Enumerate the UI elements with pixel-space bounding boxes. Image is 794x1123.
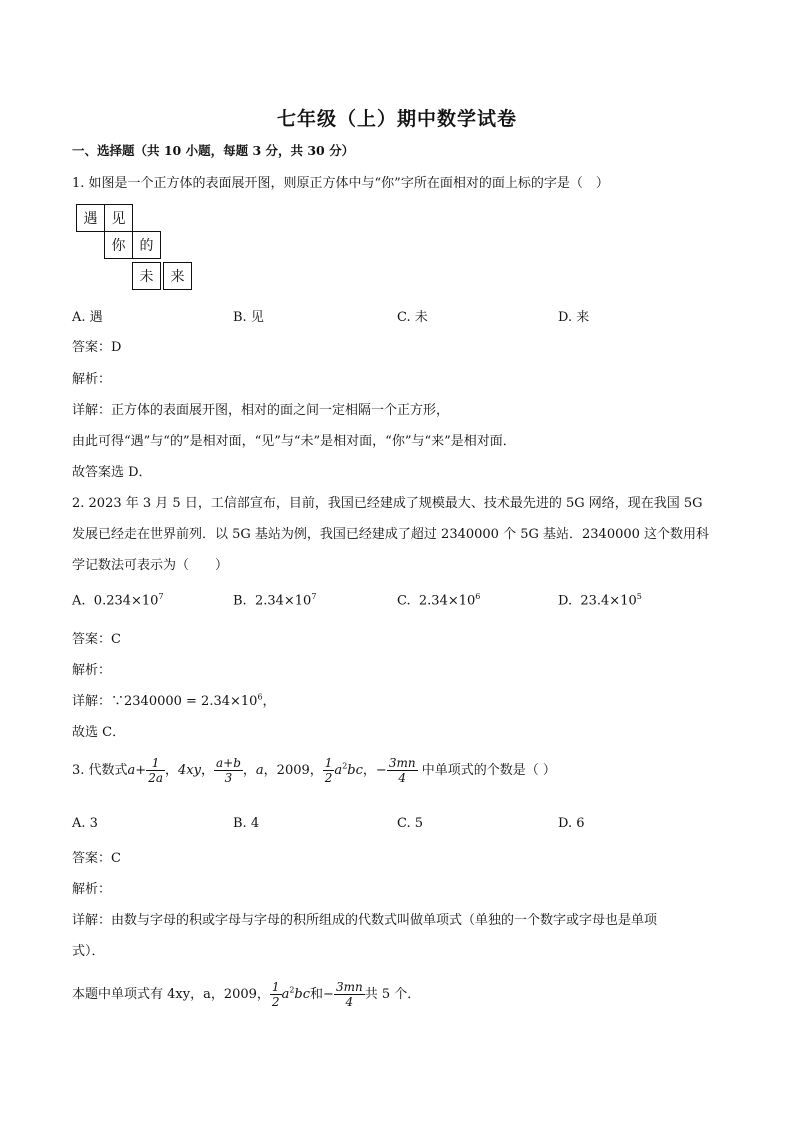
q1-analysis-label: 解析： bbox=[72, 372, 112, 387]
fraction-denominator: 4 bbox=[345, 995, 354, 1009]
option-label: B. bbox=[233, 593, 247, 609]
option-exponent: 7 bbox=[158, 592, 164, 601]
fraction-denominator: 4 bbox=[398, 771, 406, 785]
q1-stem: 1. 如图是一个正方体的表面展开图，则原正方体中与“你”字所在面相对的面上标的字是（ ） bbox=[72, 176, 609, 191]
net-cell: 见 bbox=[104, 204, 133, 232]
q2-option-c bbox=[397, 592, 480, 608]
separator: ， bbox=[242, 763, 256, 778]
q3-detail-line2: 式）． bbox=[72, 944, 105, 959]
page-title: 七年级（上）期中数学试卷 bbox=[276, 108, 517, 130]
net-cell: 来 bbox=[163, 262, 192, 290]
fraction-numerator: 1 bbox=[271, 980, 280, 994]
separator: ， bbox=[165, 763, 179, 778]
q3-option-a: A. 3 bbox=[72, 816, 98, 831]
fraction-1-over-2a bbox=[146, 756, 165, 785]
q2-stem-line1: 2. 2023 年 3 月 5 日，工信部宣布，目前，我国已经建成了规模最大、技术最先进的 5G 网络，现在我国 5G bbox=[72, 496, 703, 511]
q1-answer: 答案：D bbox=[72, 340, 122, 355]
fraction-denominator: 2 bbox=[324, 771, 333, 785]
q2-option-d bbox=[558, 592, 642, 608]
q3-analysis-label: 解析： bbox=[72, 882, 112, 897]
q3-detail-line1: 详解：由数与字母的积或字母与字母的积所组成的代数式叫做单项式（单独的一个数字或字母也是单项 bbox=[72, 913, 658, 928]
option-label: D. bbox=[558, 593, 573, 609]
term-bc: bc bbox=[294, 987, 311, 1002]
q3-final-suffix: 共 5 个． bbox=[364, 987, 421, 1002]
q3-final-line bbox=[72, 980, 420, 1009]
term-4xy: 4xy bbox=[178, 763, 201, 778]
option-mantissa: 23.4×10 bbox=[580, 593, 637, 609]
exponent: 2 bbox=[342, 761, 348, 771]
option-label: C. bbox=[397, 593, 411, 609]
term-2009: 2009 bbox=[276, 763, 310, 778]
q3-final-and: 和 bbox=[310, 987, 324, 1002]
q2-detail bbox=[72, 690, 276, 709]
fraction-denominator: 2 bbox=[271, 995, 280, 1009]
q2-option-a bbox=[72, 592, 164, 608]
q3-option-d: D. 6 bbox=[558, 816, 585, 831]
q3-option-b: B. 4 bbox=[233, 816, 260, 831]
q2-detail-exponent: 6 bbox=[257, 692, 263, 702]
fraction-half bbox=[323, 756, 335, 785]
q1-option-d: D. 来 bbox=[558, 310, 590, 325]
q2-option-b bbox=[233, 592, 316, 608]
net-cell: 你 bbox=[104, 231, 133, 259]
q3-final-prefix: 本题中单项式有 4xy，a，2009， bbox=[72, 987, 270, 1002]
net-cell: 未 bbox=[132, 262, 161, 290]
q2-detail-text: 详解：∵2340000 = 2.34×10 bbox=[72, 694, 258, 709]
minus-sign: − bbox=[375, 763, 387, 778]
term-a-squared: a bbox=[334, 763, 343, 778]
term-a-squared: a bbox=[281, 987, 290, 1002]
net-cell: 遇 bbox=[76, 204, 105, 232]
separator: ， bbox=[263, 763, 277, 778]
fraction-3mn-over-4 bbox=[334, 980, 365, 1009]
option-mantissa: 2.34×10 bbox=[254, 593, 312, 609]
option-label: A. bbox=[72, 593, 86, 609]
fraction-denominator: 2a bbox=[148, 771, 163, 785]
q1-conclusion: 故答案选 D． bbox=[72, 465, 152, 480]
q2-stem-line3: 学记数法可表示为（ ） bbox=[72, 558, 229, 573]
q1-option-a: A. 遇 bbox=[72, 310, 103, 325]
q2-analysis-label: 解析： bbox=[72, 663, 112, 678]
separator: ， bbox=[309, 763, 323, 778]
q3-stem-suffix: 中单项式的个数是（ ） bbox=[421, 763, 556, 778]
q3-stem-prefix: 3. 代数式 bbox=[72, 763, 128, 778]
q2-answer: 答案：C bbox=[72, 632, 121, 647]
q3-stem bbox=[72, 756, 556, 785]
q2-conclusion: 故选 C． bbox=[72, 725, 126, 740]
separator: ， bbox=[200, 763, 214, 778]
net-cell: 的 bbox=[132, 231, 161, 259]
fraction-numerator: 1 bbox=[146, 756, 165, 771]
q1-option-c: C. 未 bbox=[397, 310, 428, 325]
minus-sign: − bbox=[323, 987, 334, 1002]
fraction-numerator: a+b bbox=[215, 756, 241, 770]
fraction-denominator: 3 bbox=[224, 771, 233, 785]
q1-detail-line1: 详解：正方体的表面展开图，相对的面之间一定相隔一个正方形， bbox=[72, 403, 450, 418]
term-bc: bc bbox=[347, 763, 363, 778]
fraction-3mn-over-4 bbox=[387, 756, 418, 785]
option-mantissa: 2.34×10 bbox=[418, 593, 476, 609]
q1-option-b: B. 见 bbox=[233, 310, 264, 325]
fraction-numerator: 3mn bbox=[335, 980, 363, 994]
separator: ， bbox=[362, 763, 376, 778]
fraction-a-plus-b-over-3 bbox=[214, 756, 243, 785]
option-exponent: 6 bbox=[475, 592, 481, 601]
q2-detail-suffix: ， bbox=[262, 694, 276, 709]
q1-detail-line2: 由此可得“遇”与“的”是相对面，“见”与“未”是相对面，“你”与“来”是相对面． bbox=[72, 434, 516, 449]
q3-answer: 答案：C bbox=[72, 851, 121, 866]
q3-option-c: C. 5 bbox=[397, 816, 424, 831]
q2-stem-line2: 发展已经走在世界前列．以 5G 基站为例，我国已经建成了超过 2340000 个 5G 基站．2340000 这个数用科 bbox=[72, 527, 710, 542]
fraction-numerator: 1 bbox=[324, 756, 333, 770]
fraction-half bbox=[270, 980, 282, 1009]
exponent: 2 bbox=[289, 985, 295, 995]
option-exponent: 5 bbox=[636, 592, 642, 601]
section-heading: 一、选择题（共 10 小题，每题 3 分，共 30 分） bbox=[72, 143, 355, 158]
term-a-plus: a+ bbox=[127, 763, 147, 778]
option-exponent: 7 bbox=[311, 592, 317, 601]
term-a: a bbox=[255, 763, 264, 778]
fraction-numerator: 3mn bbox=[388, 756, 416, 770]
option-mantissa: 0.234×10 bbox=[93, 593, 159, 609]
